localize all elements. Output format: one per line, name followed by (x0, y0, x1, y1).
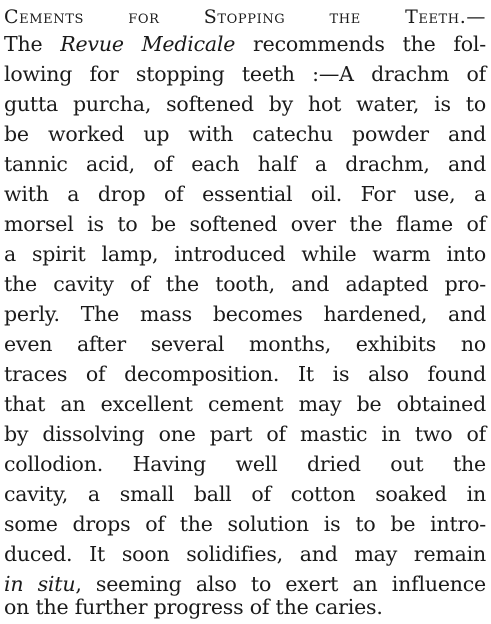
article-line-2 (4, 57, 486, 91)
latin-phrase: in situ (4, 572, 76, 596)
line-text: be worked up with catechu powder and (4, 122, 486, 146)
article-line-6 (4, 177, 486, 211)
line-text: by dissolving one part of mastic in two of (4, 422, 486, 446)
article-line-3 (4, 87, 486, 121)
article-line-7 (4, 207, 486, 241)
line-text: collodion. Having well dried out the (4, 452, 486, 476)
line-text: a spirit lamp, introduced while warm into (4, 242, 486, 266)
line-text: The (4, 32, 61, 56)
heading-text: Cements for Stopping the Teeth.— (4, 6, 486, 28)
line-text: cavity, a small ball of cotton soaked in (4, 482, 486, 506)
newspaper-clipping (4, 0, 490, 619)
article-line-1 (4, 27, 486, 61)
line-text: gutta purcha, softened by hot water, is to (4, 92, 486, 116)
line-text: lowing for stopping teeth :—A drachm of (4, 62, 486, 86)
article-line-15 (4, 447, 486, 481)
line-text: some drops of the solution is to be intro- (4, 512, 486, 536)
line-text: with a drop of essential oil. For use, a (4, 182, 486, 206)
line-text: even after several months, exhibits no (4, 332, 486, 356)
article-line-17 (4, 507, 486, 541)
line-text: the cavity of the tooth, and adapted pro- (4, 272, 486, 296)
article-line-16 (4, 477, 486, 511)
line-text: perly. The mass becomes hardened, and (4, 302, 486, 326)
article-line-9 (4, 267, 486, 301)
article-line-11 (4, 327, 486, 361)
line-text: morsel is to be softened over the flame of (4, 212, 486, 236)
article-line-18 (4, 537, 486, 571)
line-text: tannic acid, of each half a drachm, and (4, 152, 486, 176)
publication-title: Revue Medicale (60, 32, 236, 56)
line-text: , seeming also to exert an influence (75, 572, 486, 596)
line-text: that an excellent cement may be obtained (4, 392, 486, 416)
article-line-13 (4, 387, 486, 421)
article-line-5 (4, 147, 486, 181)
line-text: on the further progress of the caries. (4, 595, 383, 619)
article-line-14 (4, 417, 486, 451)
article-line-12 (4, 357, 486, 391)
article-line-10 (4, 297, 486, 331)
article-line-4 (4, 117, 486, 151)
article-line-8 (4, 237, 486, 271)
line-text: duced. It soon solidifies, and may remain (4, 542, 486, 566)
line-text: recommends the fol- (235, 32, 486, 56)
line-text: traces of decomposition. It is also found (4, 362, 486, 386)
